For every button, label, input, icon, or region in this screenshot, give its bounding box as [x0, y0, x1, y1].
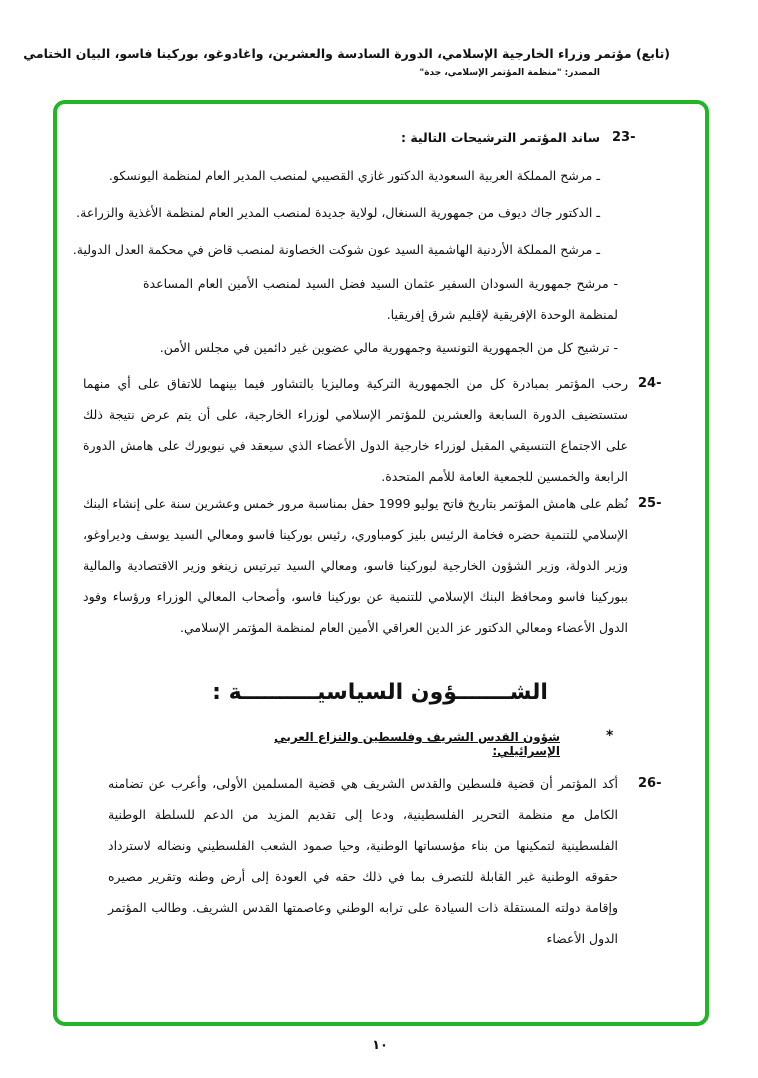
item-23-candidate-3: ـ مرشح المملكة الأردنية الهاشمية السيد عون شوكت الخصاونة لمنصب قاض في محكمة العدل الدولية. [72, 242, 600, 257]
item-26-text: أكد المؤتمر أن قضية فلسطين والقدس الشريف هي قضية المسلمين الأولى، وأعرب عن تضامنه الكامل مع منظمة التحرير الفلسطينية، ودعا إلى تقديم المزيد من الدعم للسلطة الوطنية الفلسطينية لتمكينها من بناء مؤسساتها الوطنية، وحيا صمود الشعب الفلسطيني ونضاله لاسترداد حقوقه الوطنية غير القابلة للتصرف بما في ذلك حقه في العودة إلى أرض وطنه وتقرير مصيره وإقامة دولته المستقلة ذات السيادة على ترابه الوطني وعاصمتها القدس الشريف. وطالب المؤتمر الدول الأعضاء [108, 776, 618, 946]
page-number: ١٠ [372, 1038, 388, 1053]
item-23-intro: ساند المؤتمر الترشيحات التالية : [400, 130, 600, 145]
item-24-text: رحب المؤتمر بمبادرة كل من الجمهورية التركية وماليزيا بالتشاور فيما بينهما للاتفاق على أي منهما ستستضيف الدورة السابعة والعشرين للمؤتمر الإسلامي لوزراء الخارجية، على أن يتم عرض نتيجة ذلك على الاجتماع التنسيقي المقبل لوزراء خارجية الدول الأعضاء الذي سيعقد في نيويورك على هامش الدورة الرابعة والخمسين للجمعية العامة للأمم المتحدة. [83, 376, 628, 484]
section-heading-political-affairs: الشـــــــؤون السياسيــــــــــة : [212, 680, 548, 705]
item-23-candidate-2: ـ الدكتور جاك ديوف من جمهورية السنغال، لولاية جديدة لمنصب المدير العام لمنظمة الأغذية والزراعة. [76, 205, 600, 220]
item-23-number: 23- [612, 130, 636, 145]
subsection-heading: شؤون القدس الشريف وفلسطين والنزاع العربي الإسرائيلي: [274, 730, 560, 758]
document-header-title: (تابع) مؤتمر وزراء الخارجية الإسلامي، الدورة السادسة والعشرين، واغادوغو، بوركينا فاسو، البيان الختامي [23, 46, 670, 61]
bullet-star: * [606, 728, 614, 744]
item-23-candidate-5: - ترشيح كل من الجمهورية التونسية وجمهورية مالي عضوين غير دائمين في مجلس الأمن. [159, 340, 618, 355]
item-25-text: نُظم على هامش المؤتمر بتاريخ فاتح يوليو 1999 حفل بمناسبة مرور خمس وعشرين سنة على إنشاء البنك الإسلامي للتنمية حضره فخامة الرئيس بليز كومباوري، رئيس بوركينا فاسو ومعالي السيد يوسف وديراوغو، وزير الدولة، وزير الشؤون الخارجية لبوركينا فاسو، ومعالي السيد تيرتيس زينغو وزير الاقتصادية والمالية ببوركينا فاسو ومحافظ البنك الإسلامي للتنمية عن بوركينا فاسو، وأصحاب المعالي الوزراء ورؤساء وفود الدول الأعضاء ومعالي الدكتور عز الدين العراقي الأمين العام لمنظمة المؤتمر الإسلامي. [83, 496, 628, 635]
item-24-number: 24- [638, 376, 662, 391]
item-25-number: 25- [638, 496, 662, 511]
item-26-number: 26- [638, 776, 662, 791]
item-23-candidate-1: ـ مرشح المملكة العربية السعودية الدكتور غازي القصيبي لمنصب المدير العام لمنظمة اليونسكو. [108, 168, 600, 183]
document-source: المصدر: "منظمة المؤتمر الإسلامي، جدة" [419, 68, 600, 78]
item-23-candidate-4: - مرشح جمهورية السودان السفير عثمان السيد فضل السيد لمنصب الأمين العام المساعدة لمنظمة الوحدة الإفريقية لإقليم شرق إفريقيا. [143, 276, 618, 322]
